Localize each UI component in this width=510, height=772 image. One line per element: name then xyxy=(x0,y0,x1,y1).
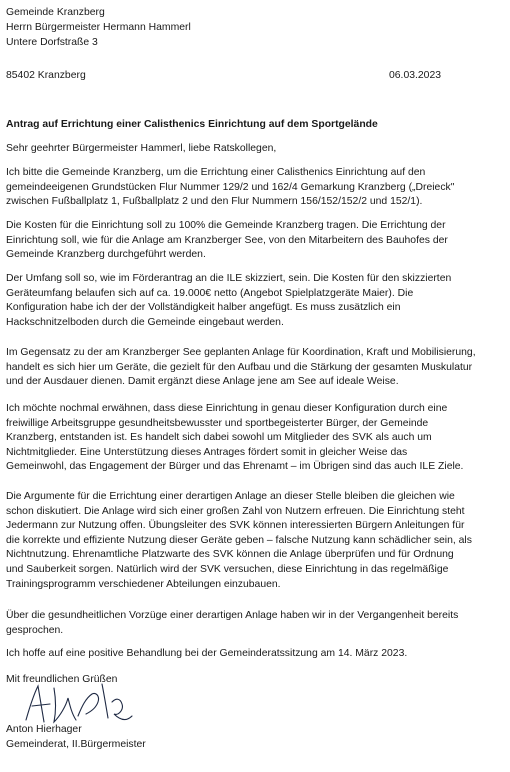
paragraph-line: Trainingsprogramm verschiedener Abteilungen einzubauen. xyxy=(6,578,281,590)
letter-date: 06.03.2023 xyxy=(389,70,442,81)
paragraph-line: Konfiguration habe ich der der Vollständigkeit halber angefügt. Es muss zusätzlich ein xyxy=(6,302,401,314)
paragraph-line: Einrichtung soll, wie für die Anlage am Kranzberger See, von den Mitarbeitern des Bauhofes der xyxy=(6,234,448,246)
paragraph-line: Nichtnutzung. Ehrenamtliche Platzwarte des SVK können die Anlage überprüfen und für Ordnung xyxy=(6,549,454,561)
closing: Mit freundlichen Grüßen xyxy=(6,674,118,685)
paragraph-line: Der Umfang soll so, wie im Förderantrag an die ILE skizziert, sein. Die Kosten für den skizzierten xyxy=(6,273,452,284)
recipient-line-2: Herrn Bürgermeister Hermann Hammerl xyxy=(6,22,191,33)
paragraph-4 xyxy=(6,346,504,390)
paragraph-line: schon diskutiert. Die Anlage wird sich einer großen Zahl von Nutzern erfreuen. Die Einrichtung steht xyxy=(6,505,465,517)
paragraph-line: Hackschnitzelboden durch die Gemeinde eingebaut werden. xyxy=(6,316,284,328)
paragraph-line: gesprochen. xyxy=(6,624,64,636)
paragraph-line: Die Kosten für die Einrichtung soll zu 100% die Gemeinde Kranzberg tragen. Die Errichtung der xyxy=(6,220,446,231)
paragraph-line: Jedermann zur Nutzung offen. Übungsleiter des SVK können interessierten Bürgern Anleitungen für xyxy=(6,520,465,532)
signer-title: Gemeinderat, II.Bürgermeister xyxy=(6,739,146,750)
paragraph-line: Ich bitte die Gemeinde Kranzberg, um die Errichtung einer Calisthenics Einrichtung auf den xyxy=(6,167,426,178)
paragraph-line: freiwillige Arbeitsgruppe gesundheitsbewusster und sportbegeisterter Bürger, der Gemeinde xyxy=(6,417,429,429)
paragraph-1 xyxy=(6,166,504,210)
paragraph-7 xyxy=(6,609,504,638)
paragraph-2 xyxy=(6,219,504,263)
paragraph-line: Ich hoffe auf eine positive Behandlung bei der Gemeinderatssitzung am 14. März 2023. xyxy=(6,648,408,659)
paragraph-line: die korrekte und effiziente Nutzung dieser Geräte geben – falsche Nutzung kann schädlicher sein, als xyxy=(6,534,472,546)
signer-name: Anton Hierhager xyxy=(6,724,82,735)
paragraph-line: Die Argumente für die Errichtung einer derartigen Anlage an dieser Stelle bleiben die gleichen wie xyxy=(6,491,455,502)
paragraph-line: Über die gesundheitlichen Vorzüge einer derartigen Anlage haben wir in der Vergangenheit bereits xyxy=(6,610,459,621)
paragraph-line: Ich möchte nochmal erwähnen, dass diese Einrichtung in genau dieser Konfiguration durch eine xyxy=(6,403,448,414)
paragraph-line: und der Ausdauer dienen. Damit ergänzt diese Anlage jene am See auf ideale Weise. xyxy=(6,376,399,388)
paragraph-line: Im Gegensatz zu der am Kranzberger See geplanten Anlage für Koordination, Kraft und Mobilisierung, xyxy=(6,347,476,358)
recipient-line-3: Untere Dorfstraße 3 xyxy=(6,37,98,48)
paragraph-line: und Sauberkeit sorgen. Natürlich wird der SVK versuchen, diese Einrichtung in das regelmäßige xyxy=(6,563,449,575)
paragraph-line: handelt es sich hier um Geräte, die gezielt für den Aufbau und die Stärkung der gesamten Muskulatur xyxy=(6,361,473,373)
paragraph-8 xyxy=(6,647,504,662)
recipient-line-1: Gemeinde Kranzberg xyxy=(6,7,105,18)
paragraph-line: Gemeinde Kranzberg durchgeführt werden. xyxy=(6,249,206,261)
paragraph-line: Gemeinwohl, das Engagement der Bürger und das Ehrenamt – im Übrigen sind das auch ILE Ziele. xyxy=(6,461,464,473)
paragraph-5 xyxy=(6,402,504,475)
letter-subject: Antrag auf Errichtung einer Calisthenics Einrichtung auf dem Sportgelände xyxy=(6,119,378,130)
recipient-city: 85402 Kranzberg xyxy=(6,70,86,81)
paragraph-line: Kranzberg, entstanden ist. Es handelt sich dabei sowohl um Mitglieder des SVK als auch um xyxy=(6,432,432,444)
paragraph-line: Nichtmitglieder. Eine Unterstützung dieses Antrages fördert somit in gleicher Weise das xyxy=(6,446,408,458)
paragraph-line: zwischen Fußballplatz 1, Fußballplatz 2 und den Flur Nummern 156/152/152/2 und 152/1). xyxy=(6,196,423,208)
salutation: Sehr geehrter Bürgermeister Hammerl, liebe Ratskollegen, xyxy=(6,143,277,154)
paragraph-3 xyxy=(6,272,504,330)
paragraph-6 xyxy=(6,490,504,592)
paragraph-line: gemeindeeigenen Grundstücken Flur Nummer 129/2 und 162/4 Gemarkung Kranzberg („Dreieck" xyxy=(6,181,455,193)
paragraph-line: Geräteumfang belaufen sich auf ca. 19.000€ netto (Angebot Spielplatzgeräte Maier). Die xyxy=(6,287,414,299)
